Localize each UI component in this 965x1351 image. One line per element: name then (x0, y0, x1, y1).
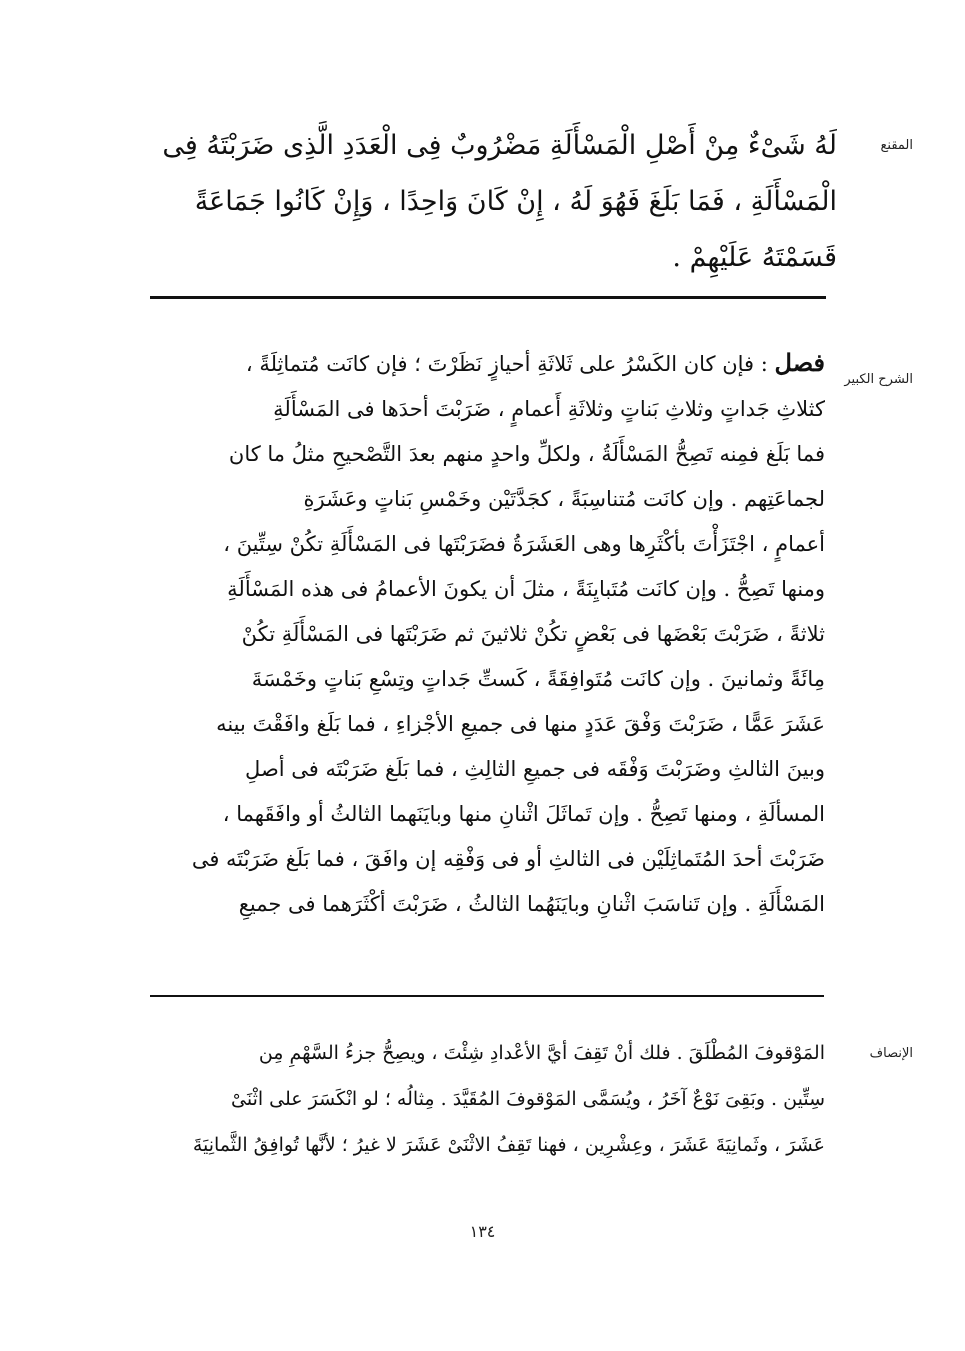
footnote-divider (150, 995, 824, 997)
sharh-line: ضَرَبْتَ أحدَ المُتَماثِلَيْن فى الثالثِ أو فى وَفْقِه إن وافَقَ ، فما بَلَغ ضَرَبْتَه فى (191, 847, 825, 871)
insaf-line: سِتِّين . وبَقِىَ نَوْعٌ آخَرُ ، ويُسَمَّى المَوْقوفَ المُقَيَّدَ . مِثالُه ؛ لو انْكَسَرَ على اثْنَىْ (231, 1088, 825, 1110)
sharh-first-line-text: : فإن كان الكَسْرُ على ثَلاثَةِ أحيازٍ نَظَرْتَ ؛ فإن كانَت مُتماثِلَةً ، (245, 352, 768, 376)
insaf-label: الإنصاف (869, 1046, 913, 1061)
insaf-line: عَشَرَ ، وثَمانِيَةَ عَشَرَ ، وعِشْرِين ، فهنا تَقِفُ الاثْنَىْ عَشَرَ لا غيرُ ؛ لأنَّها تُوافِقُ الثَّمانِيَةَ (192, 1134, 825, 1156)
section-divider (150, 296, 826, 299)
sharh-line: المسألَةِ ، ومنها تَصِحُّ . وإن تَماثَلَ اثْنانِ منها وبايَنَهما الثالثُ أو وافَقَهما ، (222, 802, 825, 826)
insaf-line: المَوْقوفَ المُطْلَقَ . فلك أنْ تَقِفَ أيَّ الأعْدادِ شِئْتَ ، ويصِحُّ جزءُ السَّهْمِ مِن (258, 1042, 825, 1064)
muqni-text (150, 118, 837, 286)
sharh-line: فما بَلَغ فمِنه تَصِحُّ المَسْأَلَةُ ، ولكلِّ واحدٍ منهم بعدَ التَّصْحيحِ مثلُ ما كان (228, 442, 825, 466)
page-number: ١٣٤ (469, 1222, 496, 1241)
sharh-line: المَسْأَلَةِ . وإن تَناسَبَ اثْنانِ وبايَنَهُما الثالثُ ، ضَرَبْتَ أكْثَرَهما فى جميعِ (238, 892, 825, 916)
muqni-line: قَسَمْتَهُ عَلَيْهِمْ . (672, 242, 837, 273)
muqni-line: الْمَسْأَلَةِ ، فَمَا بَلَغَ فَهُوَ لَهُ ، إِنْ كَانَ وَاحِدًا ، وَإِنْ كَانُوا جَمَاعَةً (194, 186, 837, 217)
insaf-text (150, 1030, 825, 1168)
sharh-line: أعمامٍ ، اجْتَزَأْتَ بأكْثَرِها وهى العَشَرَةُ فضَرَبْتَها فى المَسْأَلَةِ تكُنْ سِتِّينَ ، (223, 532, 825, 556)
sharh-line: كثلاثِ جَداتٍ وثلاثِ بَناتٍ وثلاثَةِ أَعمامٍ ، ضَرَبْتَ أحدَها فى المَسْأَلَةِ (273, 397, 825, 421)
sharh-first-line (150, 340, 825, 387)
sharh-line: ثلاثةً ، ضَرَبْتَ بَعْضَها فى بَعْضٍ تكُنْ ثلاثينَ ثم ضَرَبْتَها فى المَسْأَلَةِ تكُنْ (241, 622, 825, 646)
muqni-line: لَهُ شَىْءٌ مِنْ أَصْلِ الْمَسْأَلَةِ مَضْرُوبٌ فِى الْعَدَدِ الَّذِى ضَرَبْتَهُ فِى (162, 130, 837, 161)
sharh-line: مِائَةً وثمانينَ . وإن كانَت مُتَوافِقَةً ، كَستِّ جَداتٍ وتِسْعِ بَناتٍ وخَمْسَةَ (251, 667, 825, 691)
sharh-line: لجماعَتِهم . وإن كانَت مُتناسِبَةً ، كجَدَّتَيْن وخَمْسِ بَناتٍ وعَشَرَةِ (303, 487, 825, 511)
sharh-line: ومنها تَصِحُّ . وإن كانَت مُتَبايِنَةً ، مثلَ أن يكونَ الأعمامُ فى هذه المَسْأَلَةِ (227, 577, 825, 601)
sharh-label: الشرح الكبير (844, 372, 913, 387)
muqni-label: المقنع (880, 138, 913, 153)
sharh-line: عَشَرَ عَمًّا ، ضَرَبْتَ وَفْقَ عَدَدٍ منها فى جميعِ الأجْزاءِ ، فما بَلَغ وافَقْتَ بينه (216, 712, 825, 736)
fasl-heading: فصل (774, 348, 825, 377)
sharh-text (150, 340, 825, 927)
sharh-line: وبينَ الثالثِ وضَرَبْتَ وَفْقَه فى جميعِ الثالِثِ ، فما بَلَغ ضَرَبْتَه فى أصلِ (245, 757, 825, 781)
